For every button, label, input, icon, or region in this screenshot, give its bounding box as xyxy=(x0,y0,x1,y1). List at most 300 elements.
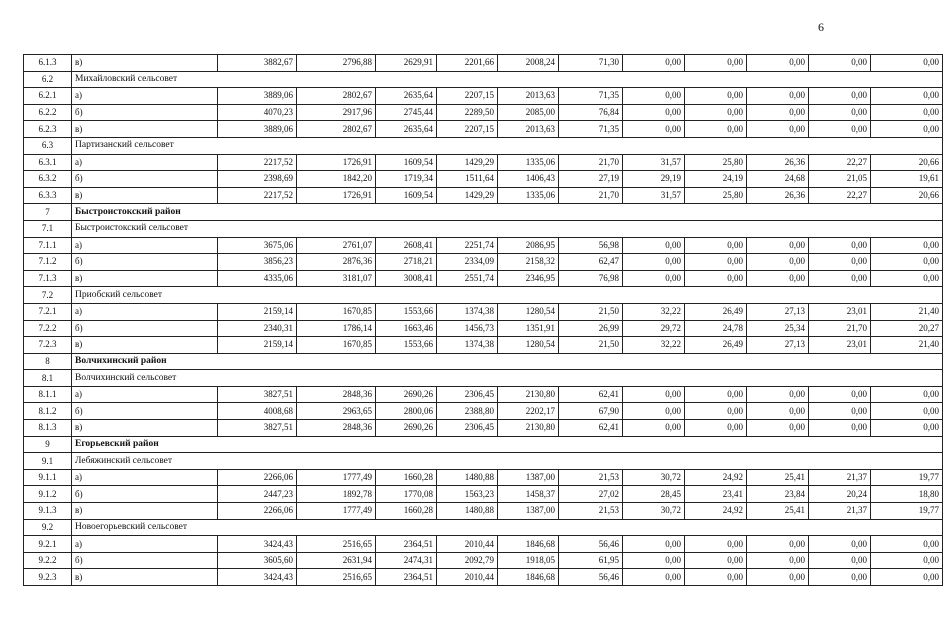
value-cell: 1770,08 xyxy=(376,486,437,503)
value-cell: 23,01 xyxy=(809,337,871,354)
table-row xyxy=(24,320,943,337)
value-cell: 20,24 xyxy=(809,486,871,503)
value-cell: 21,53 xyxy=(559,469,623,486)
row-code: 6.2.1 xyxy=(24,88,72,105)
value-cell: 0,00 xyxy=(809,121,871,138)
value-cell: 4335,06 xyxy=(218,270,297,287)
value-cell: 2631,94 xyxy=(297,552,376,569)
value-cell: 2635,64 xyxy=(376,121,437,138)
value-cell: 1660,28 xyxy=(376,469,437,486)
value-cell: 1892,78 xyxy=(297,486,376,503)
value-cell: 4008,68 xyxy=(218,403,297,420)
value-cell: 0,00 xyxy=(871,270,943,287)
value-cell: 2447,23 xyxy=(218,486,297,503)
value-cell: 1726,91 xyxy=(297,154,376,171)
value-cell: 0,00 xyxy=(685,536,747,553)
row-label: в) xyxy=(72,337,218,354)
value-cell: 2207,15 xyxy=(437,121,498,138)
row-label: в) xyxy=(72,270,218,287)
value-cell: 0,00 xyxy=(747,420,809,437)
value-cell: 3856,23 xyxy=(218,254,297,271)
section-title: Михайловский сельсовет xyxy=(72,71,943,88)
value-cell: 21,37 xyxy=(809,503,871,520)
value-cell: 0,00 xyxy=(623,386,685,403)
value-cell: 2340,31 xyxy=(218,320,297,337)
value-cell: 2690,26 xyxy=(376,420,437,437)
value-cell: 2745,44 xyxy=(376,104,437,121)
value-cell: 1609,54 xyxy=(376,187,437,204)
row-code: 9.2.1 xyxy=(24,536,72,553)
value-cell: 27,19 xyxy=(559,171,623,188)
value-cell: 1918,05 xyxy=(498,552,559,569)
value-cell: 1777,49 xyxy=(297,503,376,520)
row-label: а) xyxy=(72,154,218,171)
value-cell: 2364,51 xyxy=(376,536,437,553)
row-label: а) xyxy=(72,237,218,254)
value-cell: 0,00 xyxy=(747,569,809,586)
table-row xyxy=(24,237,943,254)
row-code: 7.1 xyxy=(24,220,72,237)
value-cell: 2848,36 xyxy=(297,386,376,403)
section-title: Быстроистокский сельсовет xyxy=(72,220,943,237)
value-cell: 2346,95 xyxy=(498,270,559,287)
value-cell: 71,35 xyxy=(559,121,623,138)
value-cell: 56,98 xyxy=(559,237,623,254)
value-cell: 2202,17 xyxy=(498,403,559,420)
value-cell: 0,00 xyxy=(685,270,747,287)
row-label: в) xyxy=(72,121,218,138)
table-row xyxy=(24,254,943,271)
row-label: а) xyxy=(72,88,218,105)
row-code: 6.3.2 xyxy=(24,171,72,188)
value-cell: 22,27 xyxy=(809,187,871,204)
value-cell: 21,05 xyxy=(809,171,871,188)
value-cell: 2251,74 xyxy=(437,237,498,254)
value-cell: 2306,45 xyxy=(437,386,498,403)
value-cell: 2608,41 xyxy=(376,237,437,254)
table-row xyxy=(24,486,943,503)
value-cell: 0,00 xyxy=(809,403,871,420)
value-cell: 0,00 xyxy=(747,121,809,138)
row-code: 7.1.1 xyxy=(24,237,72,254)
row-label: б) xyxy=(72,403,218,420)
row-code: 6.2.3 xyxy=(24,121,72,138)
value-cell: 0,00 xyxy=(685,254,747,271)
row-label: б) xyxy=(72,104,218,121)
value-cell: 0,00 xyxy=(871,254,943,271)
value-cell: 21,70 xyxy=(809,320,871,337)
value-cell: 0,00 xyxy=(809,270,871,287)
table-row xyxy=(24,154,943,171)
value-cell: 2158,32 xyxy=(498,254,559,271)
value-cell: 0,00 xyxy=(747,104,809,121)
value-cell: 1480,88 xyxy=(437,469,498,486)
table-row xyxy=(24,88,943,105)
council-header-row xyxy=(24,220,943,237)
value-cell: 0,00 xyxy=(623,569,685,586)
value-cell: 0,00 xyxy=(623,552,685,569)
table-row xyxy=(24,386,943,403)
value-cell: 27,13 xyxy=(747,337,809,354)
value-cell: 0,00 xyxy=(747,270,809,287)
value-cell: 32,22 xyxy=(623,303,685,320)
value-cell: 0,00 xyxy=(809,88,871,105)
value-cell: 0,00 xyxy=(871,104,943,121)
value-cell: 2802,67 xyxy=(297,121,376,138)
value-cell: 56,46 xyxy=(559,536,623,553)
row-code: 7.2.2 xyxy=(24,320,72,337)
row-code: 9.1.1 xyxy=(24,469,72,486)
value-cell: 2796,88 xyxy=(297,55,376,72)
value-cell: 1280,54 xyxy=(498,337,559,354)
value-cell: 2266,06 xyxy=(218,503,297,520)
value-cell: 0,00 xyxy=(871,55,943,72)
value-cell: 0,00 xyxy=(623,104,685,121)
value-cell: 2130,80 xyxy=(498,386,559,403)
value-cell: 1719,34 xyxy=(376,171,437,188)
value-cell: 25,41 xyxy=(747,469,809,486)
row-code: 7.1.2 xyxy=(24,254,72,271)
value-cell: 18,80 xyxy=(871,486,943,503)
value-cell: 0,00 xyxy=(871,403,943,420)
value-cell: 23,84 xyxy=(747,486,809,503)
row-code: 9.1.2 xyxy=(24,486,72,503)
value-cell: 1553,66 xyxy=(376,337,437,354)
value-cell: 1335,06 xyxy=(498,154,559,171)
value-cell: 22,27 xyxy=(809,154,871,171)
table-row xyxy=(24,303,943,320)
value-cell: 2010,44 xyxy=(437,569,498,586)
value-cell: 2013,63 xyxy=(498,88,559,105)
table-row xyxy=(24,121,943,138)
value-cell: 0,00 xyxy=(747,536,809,553)
table-row xyxy=(24,270,943,287)
value-cell: 28,45 xyxy=(623,486,685,503)
value-cell: 0,00 xyxy=(685,403,747,420)
value-cell: 2266,06 xyxy=(218,469,297,486)
value-cell: 24,92 xyxy=(685,469,747,486)
row-code: 6.2 xyxy=(24,71,72,88)
value-cell: 3424,43 xyxy=(218,569,297,586)
row-label: а) xyxy=(72,469,218,486)
value-cell: 2289,50 xyxy=(437,104,498,121)
value-cell: 1563,23 xyxy=(437,486,498,503)
section-title: Волчихинский сельсовет xyxy=(72,370,943,387)
row-code: 9.1.3 xyxy=(24,503,72,520)
value-cell: 19,61 xyxy=(871,171,943,188)
value-cell: 2159,14 xyxy=(218,337,297,354)
table-row xyxy=(24,552,943,569)
table-row xyxy=(24,469,943,486)
value-cell: 27,02 xyxy=(559,486,623,503)
value-cell: 3882,67 xyxy=(218,55,297,72)
row-code: 7.2 xyxy=(24,287,72,304)
value-cell: 0,00 xyxy=(685,386,747,403)
value-cell: 25,34 xyxy=(747,320,809,337)
value-cell: 0,00 xyxy=(747,88,809,105)
value-cell: 0,00 xyxy=(685,55,747,72)
value-cell: 24,92 xyxy=(685,503,747,520)
value-cell: 21,50 xyxy=(559,337,623,354)
value-cell: 0,00 xyxy=(747,254,809,271)
row-code: 8.1.2 xyxy=(24,403,72,420)
value-cell: 2848,36 xyxy=(297,420,376,437)
value-cell: 21,40 xyxy=(871,337,943,354)
value-cell: 24,78 xyxy=(685,320,747,337)
value-cell: 76,84 xyxy=(559,104,623,121)
district-header-row xyxy=(24,353,943,370)
value-cell: 0,00 xyxy=(623,237,685,254)
tariff-table xyxy=(23,54,943,586)
value-cell: 1374,38 xyxy=(437,337,498,354)
row-label: а) xyxy=(72,536,218,553)
value-cell: 2876,36 xyxy=(297,254,376,271)
row-code: 7.1.3 xyxy=(24,270,72,287)
value-cell: 27,13 xyxy=(747,303,809,320)
value-cell: 25,41 xyxy=(747,503,809,520)
value-cell: 26,49 xyxy=(685,303,747,320)
value-cell: 21,53 xyxy=(559,503,623,520)
row-label: в) xyxy=(72,55,218,72)
value-cell: 2629,91 xyxy=(376,55,437,72)
value-cell: 2217,52 xyxy=(218,154,297,171)
value-cell: 20,66 xyxy=(871,187,943,204)
value-cell: 2159,14 xyxy=(218,303,297,320)
value-cell: 1660,28 xyxy=(376,503,437,520)
value-cell: 0,00 xyxy=(809,254,871,271)
value-cell: 1406,43 xyxy=(498,171,559,188)
table-row xyxy=(24,503,943,520)
table-row xyxy=(24,403,943,420)
table-row xyxy=(24,55,943,72)
section-title: Партизанский сельсовет xyxy=(72,137,943,154)
row-code: 7 xyxy=(24,204,72,221)
value-cell: 31,57 xyxy=(623,187,685,204)
value-cell: 0,00 xyxy=(747,386,809,403)
value-cell: 1458,37 xyxy=(498,486,559,503)
value-cell: 1335,06 xyxy=(498,187,559,204)
row-code: 8.1.3 xyxy=(24,420,72,437)
value-cell: 24,19 xyxy=(685,171,747,188)
value-cell: 0,00 xyxy=(871,88,943,105)
value-cell: 0,00 xyxy=(685,88,747,105)
value-cell: 26,36 xyxy=(747,154,809,171)
value-cell: 19,77 xyxy=(871,503,943,520)
value-cell: 2917,96 xyxy=(297,104,376,121)
row-code: 6.3.3 xyxy=(24,187,72,204)
row-label: б) xyxy=(72,486,218,503)
council-header-row xyxy=(24,519,943,536)
value-cell: 2388,80 xyxy=(437,403,498,420)
section-title: Лебяжинский сельсовет xyxy=(72,453,943,470)
value-cell: 21,70 xyxy=(559,187,623,204)
page-number: 6 xyxy=(818,20,824,34)
value-cell: 2761,07 xyxy=(297,237,376,254)
value-cell: 71,35 xyxy=(559,88,623,105)
table-row xyxy=(24,171,943,188)
value-cell: 0,00 xyxy=(809,536,871,553)
table-row xyxy=(24,569,943,586)
value-cell: 2474,31 xyxy=(376,552,437,569)
value-cell: 2516,65 xyxy=(297,536,376,553)
value-cell: 2718,21 xyxy=(376,254,437,271)
row-code: 9.2.2 xyxy=(24,552,72,569)
value-cell: 0,00 xyxy=(623,55,685,72)
value-cell: 1429,29 xyxy=(437,154,498,171)
value-cell: 1609,54 xyxy=(376,154,437,171)
value-cell: 0,00 xyxy=(685,569,747,586)
value-cell: 0,00 xyxy=(747,403,809,420)
value-cell: 62,41 xyxy=(559,420,623,437)
value-cell: 0,00 xyxy=(809,55,871,72)
value-cell: 0,00 xyxy=(871,569,943,586)
value-cell: 2306,45 xyxy=(437,420,498,437)
value-cell: 1351,91 xyxy=(498,320,559,337)
value-cell: 3605,60 xyxy=(218,552,297,569)
value-cell: 0,00 xyxy=(747,55,809,72)
value-cell: 0,00 xyxy=(871,420,943,437)
value-cell: 2086,95 xyxy=(498,237,559,254)
value-cell: 2008,24 xyxy=(498,55,559,72)
value-cell: 0,00 xyxy=(809,420,871,437)
value-cell: 1387,00 xyxy=(498,469,559,486)
value-cell: 0,00 xyxy=(623,254,685,271)
table-row xyxy=(24,420,943,437)
value-cell: 2092,79 xyxy=(437,552,498,569)
row-code: 8 xyxy=(24,353,72,370)
value-cell: 0,00 xyxy=(623,403,685,420)
value-cell: 3827,51 xyxy=(218,420,297,437)
row-label: б) xyxy=(72,320,218,337)
value-cell: 2398,69 xyxy=(218,171,297,188)
value-cell: 20,27 xyxy=(871,320,943,337)
value-cell: 2085,00 xyxy=(498,104,559,121)
row-label: в) xyxy=(72,187,218,204)
value-cell: 23,01 xyxy=(809,303,871,320)
row-code: 6.3.1 xyxy=(24,154,72,171)
value-cell: 24,68 xyxy=(747,171,809,188)
value-cell: 1280,54 xyxy=(498,303,559,320)
value-cell: 2690,26 xyxy=(376,386,437,403)
row-code: 9.2 xyxy=(24,519,72,536)
value-cell: 21,40 xyxy=(871,303,943,320)
value-cell: 20,66 xyxy=(871,154,943,171)
value-cell: 29,19 xyxy=(623,171,685,188)
value-cell: 0,00 xyxy=(747,237,809,254)
value-cell: 1726,91 xyxy=(297,187,376,204)
value-cell: 25,80 xyxy=(685,187,747,204)
row-code: 8.1 xyxy=(24,370,72,387)
value-cell: 0,00 xyxy=(871,386,943,403)
value-cell: 0,00 xyxy=(871,552,943,569)
value-cell: 2802,67 xyxy=(297,88,376,105)
council-header-row xyxy=(24,137,943,154)
value-cell: 0,00 xyxy=(623,270,685,287)
section-title: Приобский сельсовет xyxy=(72,287,943,304)
value-cell: 2207,15 xyxy=(437,88,498,105)
value-cell: 1670,85 xyxy=(297,337,376,354)
value-cell: 26,36 xyxy=(747,187,809,204)
row-label: б) xyxy=(72,171,218,188)
value-cell: 1777,49 xyxy=(297,469,376,486)
district-header-row xyxy=(24,204,943,221)
value-cell: 0,00 xyxy=(685,420,747,437)
value-cell: 0,00 xyxy=(685,237,747,254)
row-code: 6.1.3 xyxy=(24,55,72,72)
row-label: б) xyxy=(72,552,218,569)
council-header-row xyxy=(24,287,943,304)
council-header-row xyxy=(24,370,943,387)
value-cell: 2010,44 xyxy=(437,536,498,553)
value-cell: 0,00 xyxy=(623,536,685,553)
value-cell: 31,57 xyxy=(623,154,685,171)
value-cell: 1670,85 xyxy=(297,303,376,320)
row-code: 7.2.3 xyxy=(24,337,72,354)
value-cell: 29,72 xyxy=(623,320,685,337)
council-header-row xyxy=(24,453,943,470)
value-cell: 0,00 xyxy=(809,569,871,586)
value-cell: 19,77 xyxy=(871,469,943,486)
row-code: 9.2.3 xyxy=(24,569,72,586)
value-cell: 26,99 xyxy=(559,320,623,337)
value-cell: 2334,09 xyxy=(437,254,498,271)
value-cell: 0,00 xyxy=(809,104,871,121)
value-cell: 0,00 xyxy=(685,104,747,121)
value-cell: 3675,06 xyxy=(218,237,297,254)
value-cell: 4070,23 xyxy=(218,104,297,121)
value-cell: 0,00 xyxy=(809,552,871,569)
value-cell: 26,49 xyxy=(685,337,747,354)
value-cell: 2800,06 xyxy=(376,403,437,420)
value-cell: 0,00 xyxy=(623,420,685,437)
value-cell: 30,72 xyxy=(623,503,685,520)
table-row xyxy=(24,536,943,553)
row-label: в) xyxy=(72,420,218,437)
value-cell: 1480,88 xyxy=(437,503,498,520)
row-code: 7.2.1 xyxy=(24,303,72,320)
value-cell: 2217,52 xyxy=(218,187,297,204)
section-title: Быстроистокский район xyxy=(72,204,943,221)
value-cell: 3889,06 xyxy=(218,121,297,138)
value-cell: 0,00 xyxy=(685,121,747,138)
table-row xyxy=(24,104,943,121)
value-cell: 3424,43 xyxy=(218,536,297,553)
value-cell: 0,00 xyxy=(809,237,871,254)
value-cell: 3008,41 xyxy=(376,270,437,287)
section-title: Волчихинский район xyxy=(72,353,943,370)
table-row xyxy=(24,337,943,354)
value-cell: 62,41 xyxy=(559,386,623,403)
value-cell: 0,00 xyxy=(871,121,943,138)
value-cell: 21,50 xyxy=(559,303,623,320)
value-cell: 1842,20 xyxy=(297,171,376,188)
value-cell: 1663,46 xyxy=(376,320,437,337)
row-label: в) xyxy=(72,503,218,520)
value-cell: 1456,73 xyxy=(437,320,498,337)
value-cell: 30,72 xyxy=(623,469,685,486)
district-header-row xyxy=(24,436,943,453)
value-cell: 0,00 xyxy=(809,386,871,403)
value-cell: 2516,65 xyxy=(297,569,376,586)
value-cell: 76,98 xyxy=(559,270,623,287)
value-cell: 0,00 xyxy=(623,88,685,105)
value-cell: 32,22 xyxy=(623,337,685,354)
value-cell: 0,00 xyxy=(747,552,809,569)
row-label: а) xyxy=(72,386,218,403)
council-header-row xyxy=(24,71,943,88)
row-code: 9.1 xyxy=(24,453,72,470)
value-cell: 56,46 xyxy=(559,569,623,586)
